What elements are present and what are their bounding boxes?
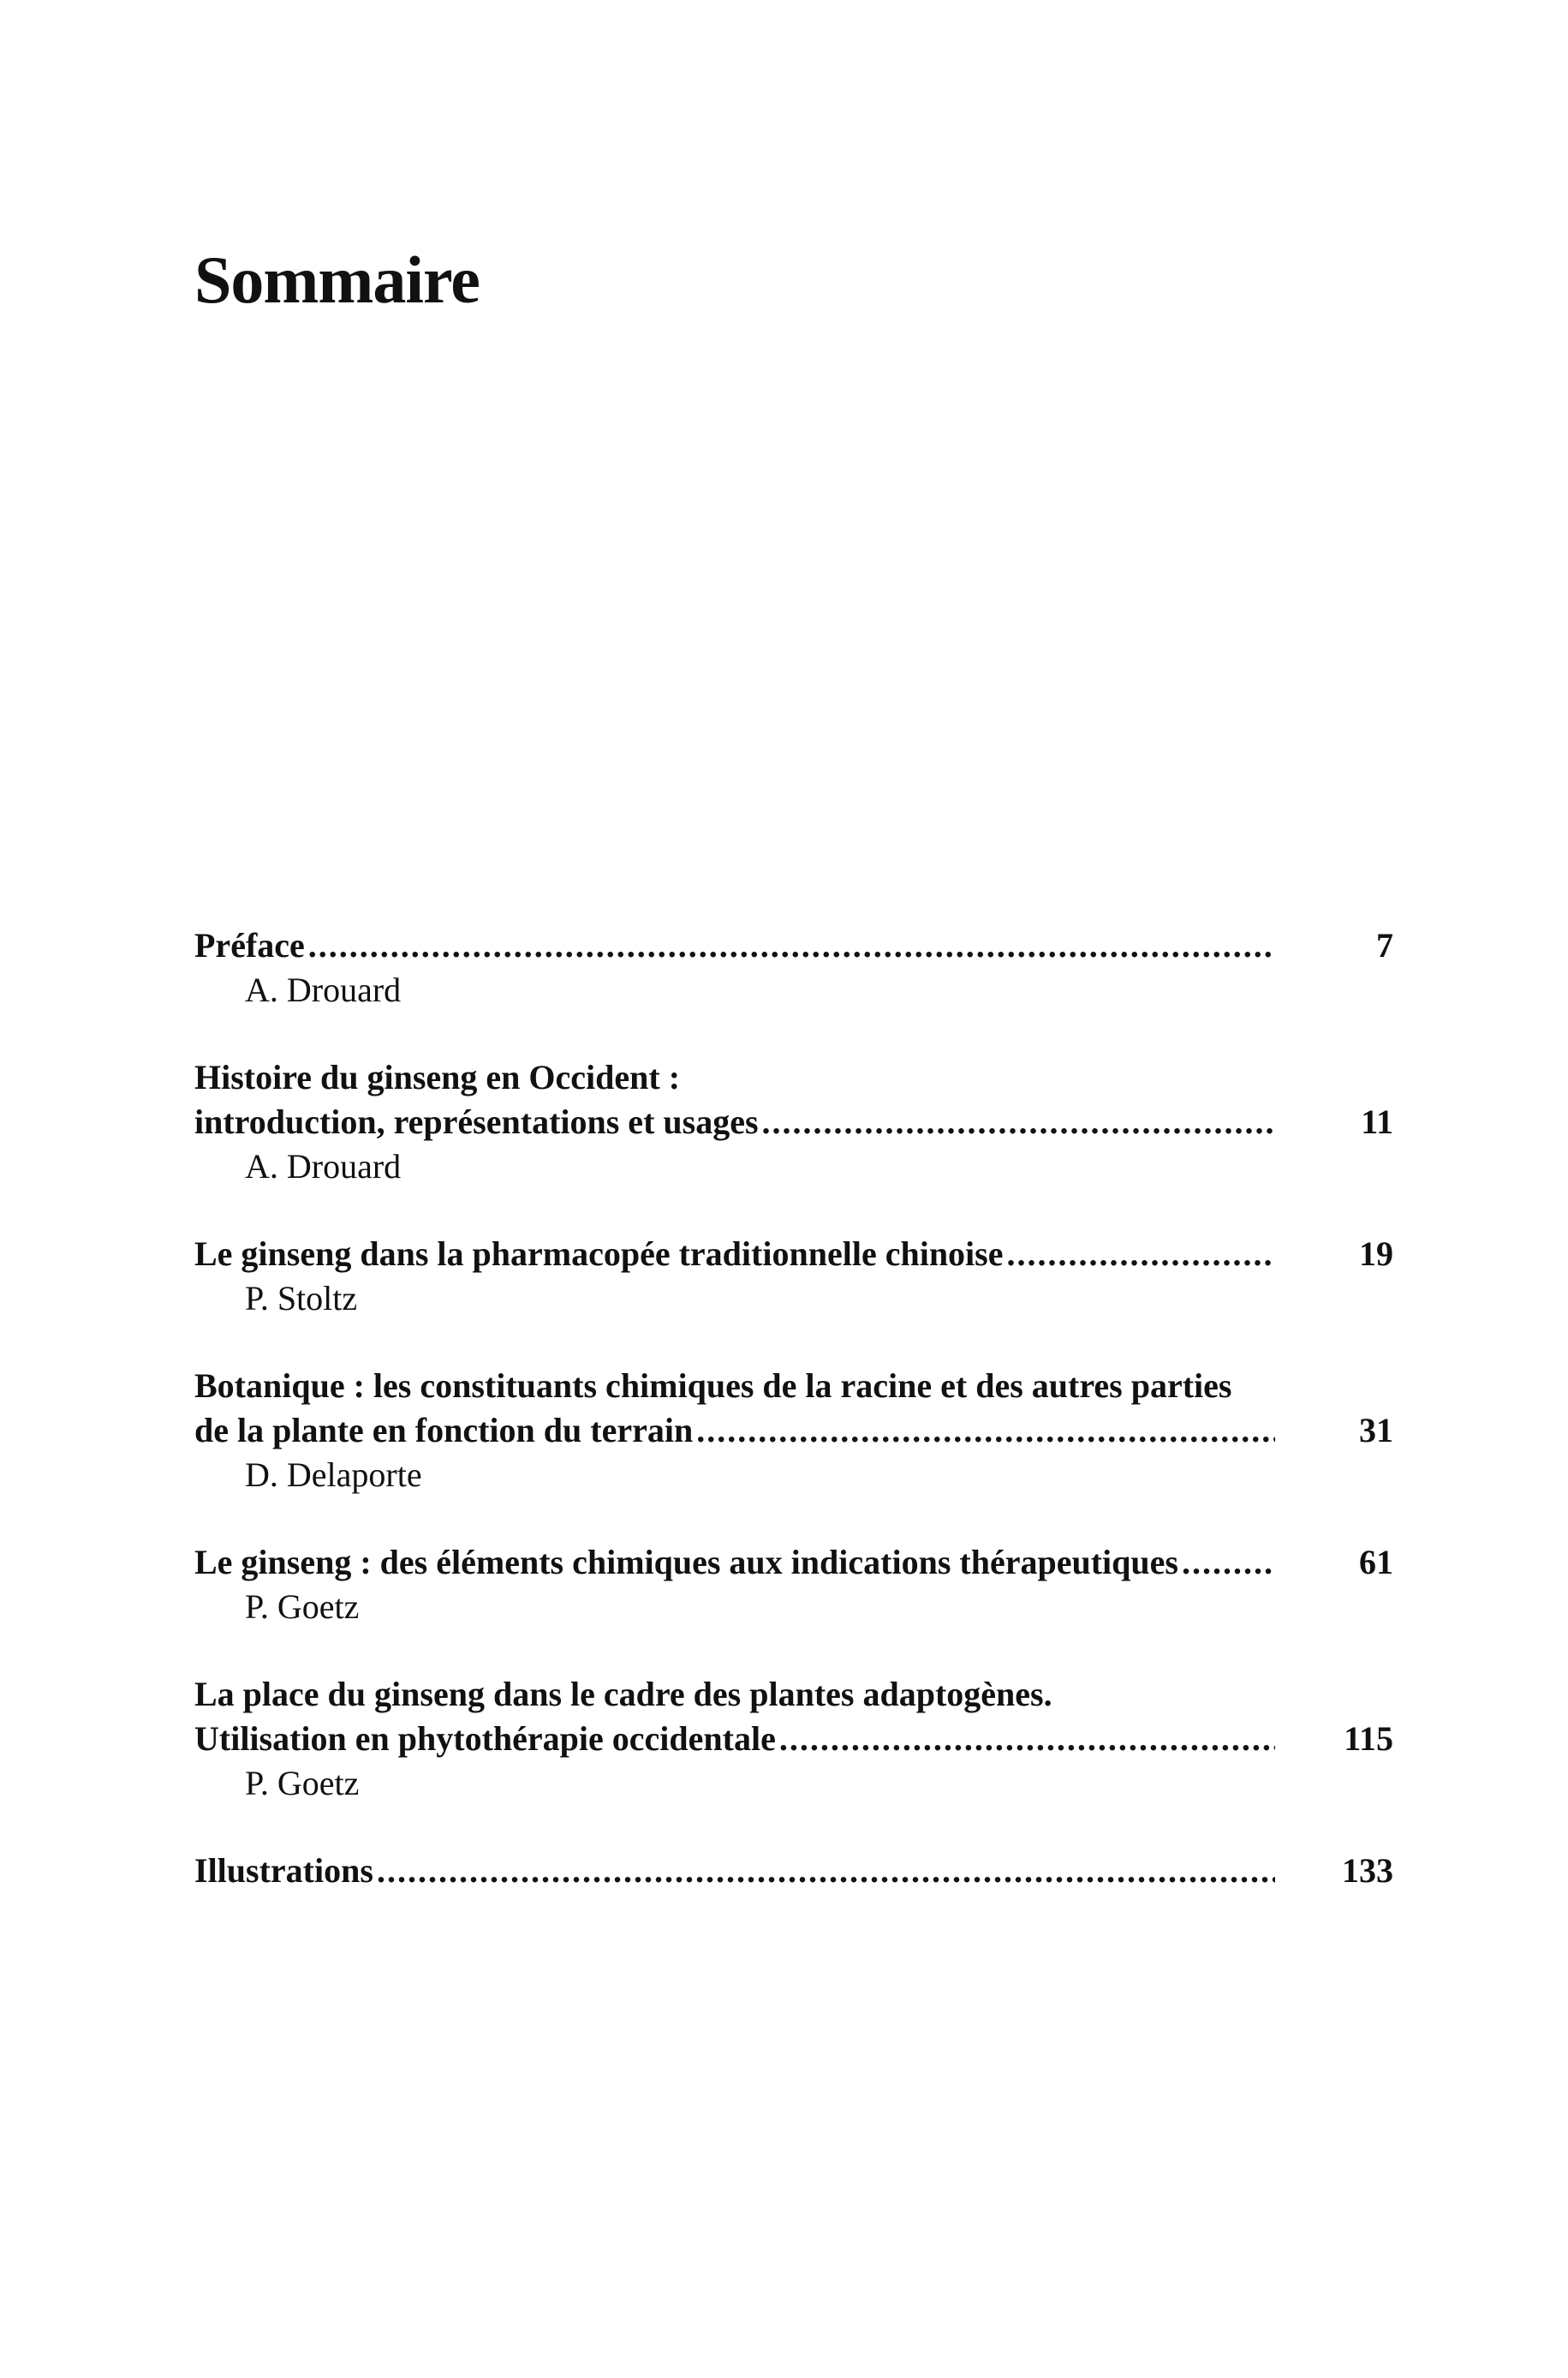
dot-leader <box>779 1717 1275 1761</box>
toc-entry-title: Le ginseng : des éléments chimiques aux indications thérapeutiques <box>194 1543 1178 1581</box>
toc-entry-author: D. Delaporte <box>245 1455 422 1494</box>
toc-entry-title-line[interactable] <box>194 923 1393 968</box>
toc-entry-botanique <box>194 1364 1393 1497</box>
toc-entry-title-continued: introduction, représentations et usages <box>194 1102 759 1141</box>
page-number: 115 <box>1344 1719 1393 1758</box>
toc-entry-title-line[interactable] <box>194 1672 1393 1717</box>
toc-entry-title: Préface <box>194 926 305 965</box>
page-number: 7 <box>1376 926 1393 965</box>
dot-leader <box>377 1849 1275 1893</box>
toc-entry-adaptogenes <box>194 1672 1393 1805</box>
toc-entry-histoire <box>194 1055 1393 1188</box>
dot-leader <box>1007 1232 1276 1276</box>
page-number: 61 <box>1359 1543 1393 1581</box>
page-number: 31 <box>1359 1411 1393 1449</box>
toc-entry-title: Illustrations <box>194 1851 373 1890</box>
toc-entry-preface <box>194 923 1393 1012</box>
toc-entry-pharmacopee <box>194 1232 1393 1320</box>
dot-leader <box>1182 1540 1275 1585</box>
toc-entry-author: P. Goetz <box>245 1764 360 1802</box>
page-number: 19 <box>1359 1234 1393 1273</box>
toc-entry-illustrations <box>194 1849 1393 1893</box>
toc-entry-author: P. Goetz <box>245 1587 360 1626</box>
toc-entry-title-line[interactable] <box>194 1717 1393 1761</box>
toc-entry-title-line[interactable] <box>194 1408 1393 1453</box>
table-of-contents <box>194 923 1393 1937</box>
toc-entry-title-line[interactable] <box>194 1232 1393 1276</box>
toc-entry-elements-chimiques <box>194 1540 1393 1628</box>
toc-entry-title: Botanique : les constituants chimiques de la racine et des autres parties <box>194 1366 1232 1405</box>
toc-entry-title: Le ginseng dans la pharmacopée traditionnelle chinoise <box>194 1234 1004 1273</box>
toc-entry-title: Histoire du ginseng en Occident : <box>194 1058 681 1096</box>
toc-entry-author: A. Drouard <box>245 1147 402 1186</box>
toc-entry-title-line[interactable] <box>194 1100 1393 1144</box>
toc-entry-author: P. Stoltz <box>245 1279 358 1317</box>
toc-entry-author: A. Drouard <box>245 971 402 1009</box>
page-title: Sommaire <box>194 242 480 317</box>
dot-leader <box>308 923 1275 968</box>
toc-entry-title-continued: Utilisation en phytothérapie occidentale <box>194 1719 776 1758</box>
toc-entry-title: La place du ginseng dans le cadre des plantes adaptogènes. <box>194 1675 1052 1713</box>
page-number: 133 <box>1342 1851 1393 1890</box>
dot-leader <box>762 1100 1275 1144</box>
toc-entry-title-line[interactable] <box>194 1540 1393 1585</box>
page-number: 11 <box>1361 1102 1393 1141</box>
toc-entry-title-line[interactable] <box>194 1849 1393 1893</box>
toc-entry-title-continued: de la plante en fonction du terrain <box>194 1411 694 1449</box>
toc-entry-title-line[interactable] <box>194 1364 1393 1408</box>
toc-entry-title-line[interactable] <box>194 1055 1393 1100</box>
dot-leader <box>696 1408 1275 1453</box>
